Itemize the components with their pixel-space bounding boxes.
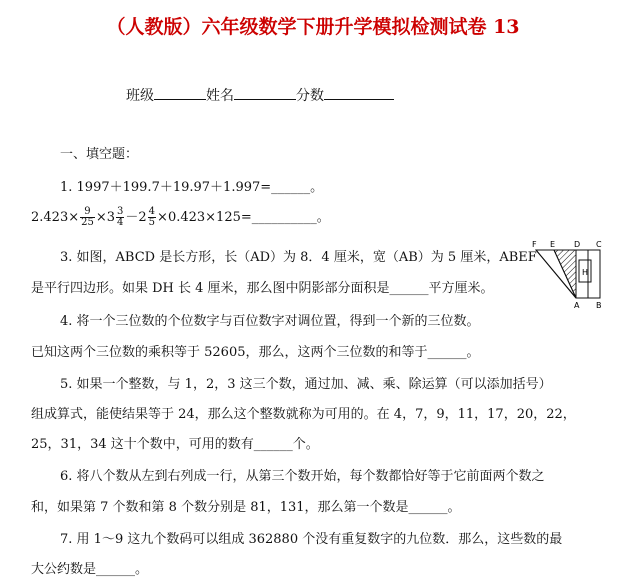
fraction-4-5: $\frac{4}{5}$ [148,206,156,228]
label-c: C [596,240,602,249]
student-info-row [126,85,394,105]
fraction-3-4: $\frac{3}{4}$ [117,206,124,228]
q2-prefix: 2.423× [31,210,80,225]
question-3-line-1: 3. 如图，ABCD 是长方形，长（AD）为 8．4 厘米，宽（AB）为 5 厘米，ABEF [60,250,537,265]
label-b: B [596,301,602,310]
class-label: 班级 [126,88,154,104]
q2-mid2: －2 [125,210,147,225]
question-7-line-1: 7. 用 1～9 这九个数码可以组成 362880 个没有重复数字的九位数．那么，这些数的最 [60,532,563,547]
label-h: H [582,268,589,277]
label-e: E [550,240,556,249]
q2-mid1: ×3 [95,210,116,225]
shaded-region [554,250,576,298]
fraction-9-25: $\frac{9}{25}$ [81,206,94,228]
question-1: 1. 1997＋199.7＋19.97＋1.997=______。 [60,180,324,195]
q2-suffix: ×0.423×125=__________。 [157,210,330,225]
section-heading: 一、填空题： [60,147,139,162]
name-blank [234,85,296,100]
question-5-line-2: 组成算式，能使结果等于 24，那么这个整数就称为可用的。在 4，7，9，11，17，20，22， [31,407,576,422]
geometry-figure [530,238,614,310]
question-5-line-1: 5. 如果一个整数，与 1，2，3 这三个数，通过加、减、乘、除运算（可以添加括号） [60,377,552,392]
label-d: D [574,240,581,249]
page-title: （人教版）六年级数学下册升学模拟检测试卷 13 [106,16,520,38]
question-2 [31,207,330,228]
score-blank [324,85,394,100]
question-7-line-2: 大公约数是______。 [31,562,149,577]
question-6-line-2: 和，如果第 7 个数和第 8 个数分别是 81，131，那么第一个数是______。 [31,500,461,515]
question-6-line-1: 6. 将八个数从左到右列成一行，从第三个数开始，每个数都恰好等于它前面两个数之 [60,469,545,484]
score-label: 分数 [296,88,324,104]
question-3-line-2: 是平行四边形。如果 DH 长 4 厘米，那么图中阴影部分面积是______平方厘米。 [31,281,494,296]
label-a: A [574,301,580,310]
name-label: 姓名 [206,88,234,104]
label-f: F [532,240,537,249]
question-5-line-3: 25，31，34 这十个数中，可用的数有______个。 [31,437,319,452]
class-blank [154,85,206,100]
question-4-line-1: 4. 将一个三位数的个位数字与百位数字对调位置，得到一个新的三位数。 [60,314,480,329]
question-4-line-2: 已知这两个三位数的乘积等于 52605，那么，这两个三位数的和等于______。 [31,345,480,360]
